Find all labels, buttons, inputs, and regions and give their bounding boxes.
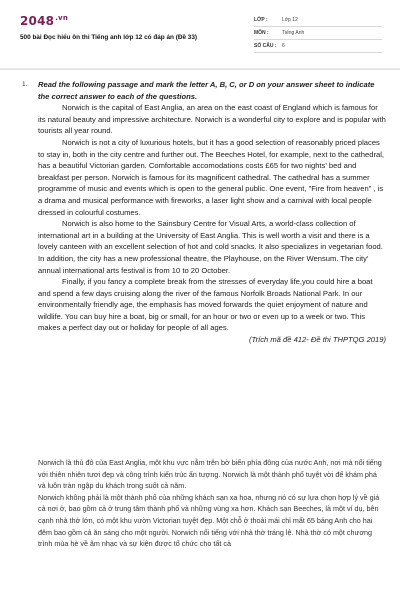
passage-paragraph: Norwich is the capital of East Anglia, an area on the east coast of England which is famous for its natural beauty and impressive architecture. Norwich is a wonderful city to explore and is popular with tourists all year round. — [38, 103, 386, 136]
meta-key: SỐ CÂU : — [254, 43, 277, 49]
logo-text: 2048 — [20, 14, 55, 28]
reading-passage — [38, 79, 386, 346]
passage-paragraph: Norwich is also home to the Sainsbury Centre for Visual Arts, a world-class collection of international art in a building at the University of East Anglia. This is well worth a visit and there is a lovely canteen with an excellent selection of hot and cold snacks. It also specializes in vegetarian food. In addition, the city has a new professional theatre, the Playhouse, on the River Wensum. The city' annual international arts festival is from 10 to 20 October. — [38, 219, 383, 275]
document-title: 500 bài Đọc hiểu ôn thi Tiếng anh lớp 12 có đáp án (Đề 33) — [20, 34, 198, 41]
translation-paragraph: Norwich không phải là một thành phố của những khách sạn xa hoa, nhưng nó có sự lựa chọn hợp lý về giá cả nơi ở, bao gồm cả ở trung tâm thành phố và những vùng xa hơn. Khách sạn Beeches, là một ví dụ, bên cạnh nhà thờ lớn, có một khu vườn Victorian tuyệt đẹp. Một chỗ ở thoải mái chỉ mất 65 bảng Anh cho hai đêm bao gồm cả ăn sáng cho một người. Norwich nổi tiếng với nhà thờ tráng lệ. Nhà thờ có một chương trình mùa hè về âm nhạc và sự kiện được tổ chức cho tất cả — [38, 492, 380, 549]
meta-key: LỚP : — [254, 17, 268, 23]
meta-row-subject — [254, 27, 382, 40]
logo-suffix: .vn — [55, 14, 69, 22]
translation-paragraph: Norwich là thủ đô của East Anglia, một khu vực nằm trên bờ biển phía đông của nước Anh, nơi mà nổi tiếng với thiên nhiên tươi đẹp và công trình kiến trúc ấn tượng. Norwich là một thành phố tuyệt vời để khám phá và luôn tràn ngập du khách trong suốt cả năm. — [38, 458, 382, 491]
meta-value: Lớp 12 — [282, 17, 298, 23]
passage-paragraph: Finally, if you fancy a complete break from the stresses of everyday life,you could hire a boat and spend a few days cruising along the river of the famous Norfolk Broads National Park. In our environmentally friendly age, the emphasis has moved forwards the quiet enjoyment of nature and wildlife. You can buy hire a boat, big or small, for an hour or two or even up to a week or two. This makes a perfect day out or holiday for people of all ages. — [38, 277, 373, 333]
page-header — [0, 0, 400, 62]
document-meta — [254, 14, 382, 53]
translation — [38, 457, 386, 550]
passage-paragraph: Norwich is not a city of luxurious hotels, but it has a good selection of reasonably priced places to stay in, both in the city centre and further out. The Beeches Hotel, for example, next to the cathedral, has a beautiful Victorian garden. Comfortable accomodations costs £65 for two nights' bed and breakfast per person. Norwich is famous for its magnificent cathedral. The cathedral has a summer programme of music and events which is open to the general public. One event, "Fire from heaven" , is a drama and musical performance with fireworks, a laser light show and a carnival with local people dressed in colourful costumes. — [38, 137, 384, 217]
question-instruction: Read the following passage and mark the letter A, B, C, or D on your answer sheet to indicate the correct answer to each of the questions. — [38, 80, 375, 101]
meta-value: Tiếng Anh — [282, 30, 305, 36]
question-number: 1. — [22, 81, 28, 88]
meta-key: MÔN : — [254, 30, 269, 36]
meta-value: 6 — [282, 43, 285, 49]
site-logo[interactable] — [20, 14, 68, 28]
meta-row-class — [254, 14, 382, 27]
meta-row-question-count — [254, 40, 382, 53]
passage-source: (Trích mã đề 412- Đề thi THPTQG 2019) — [248, 335, 386, 345]
question-content — [0, 70, 400, 600]
